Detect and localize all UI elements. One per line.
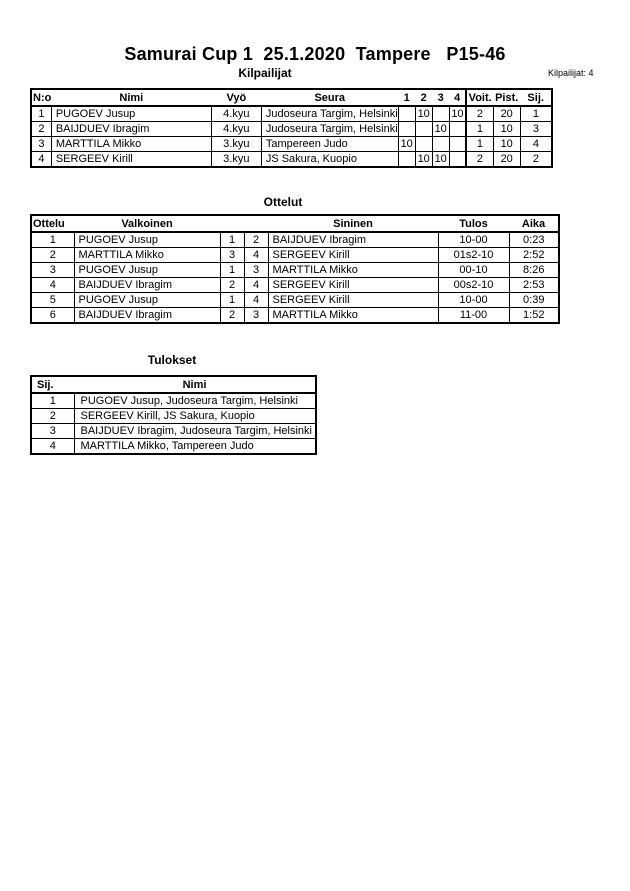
col-header-seura: Seura <box>261 89 398 106</box>
col-header-pist: Pist. <box>493 89 520 106</box>
col-header-round-2: 2 <box>415 89 432 106</box>
table-cell: 10 <box>415 152 432 168</box>
table-cell: 0:39 <box>509 293 559 308</box>
table-cell: Judoseura Targim, Helsinki <box>261 122 398 137</box>
table-cell: SERGEEV Kirill <box>268 278 438 293</box>
table-row <box>31 293 559 308</box>
table-cell: 01s2-10 <box>438 248 509 263</box>
col-header-round-3: 3 <box>432 89 449 106</box>
table-cell: MARTTILA Mikko, Tampereen Judo <box>74 439 316 455</box>
section-title-tulokset: Tulokset <box>147 353 197 367</box>
table-cell <box>398 122 415 137</box>
table-cell: 1 <box>31 106 51 122</box>
table-row <box>31 106 552 122</box>
table-cell: SERGEEV Kirill, JS Sakura, Kuopio <box>74 409 316 424</box>
tulokset-table <box>30 375 317 455</box>
table-cell: BAIJDUEV Ibragim <box>74 308 220 324</box>
table-row <box>31 393 316 409</box>
table-cell: 10 <box>449 106 466 122</box>
table-cell: 3 <box>520 122 552 137</box>
table-cell: 10 <box>493 122 520 137</box>
table-cell: 4 <box>31 278 74 293</box>
table-cell: 8:26 <box>509 263 559 278</box>
table-cell: 4 <box>244 278 268 293</box>
table-cell: 4.kyu <box>211 106 261 122</box>
table-row <box>31 122 552 137</box>
table-cell: Judoseura Targim, Helsinki <box>261 106 398 122</box>
table-cell: 3 <box>31 137 51 152</box>
col-header-no: N:o <box>31 89 51 106</box>
table-cell: 5 <box>31 293 74 308</box>
kilpailijat-table <box>30 88 553 168</box>
table-cell: 1 <box>466 122 493 137</box>
table-row <box>31 232 559 248</box>
ottelut-table-body <box>31 232 559 323</box>
table-cell: BAIJDUEV Ibragim, Judoseura Targim, Helsinki <box>74 424 316 439</box>
col-header-round-4: 4 <box>449 89 466 106</box>
page-title: Samurai Cup 1 25.1.2020 Tampere P15-46 <box>124 44 506 64</box>
table-cell: 10-00 <box>438 293 509 308</box>
col-header-nimi: Nimi <box>51 89 211 106</box>
table-cell: Tampereen Judo <box>261 137 398 152</box>
table-cell: PUGOEV Jusup, Judoseura Targim, Helsinki <box>74 393 316 409</box>
table-cell <box>449 137 466 152</box>
col-header-sininen: Sininen <box>268 215 438 232</box>
table-cell: 4.kyu <box>211 122 261 137</box>
table-header-row <box>31 215 559 232</box>
col-header-ottelu: Ottelu <box>31 215 74 232</box>
table-cell: 4 <box>31 152 51 168</box>
col-header-sij: Sij. <box>31 376 74 393</box>
table-cell: PUGOEV Jusup <box>74 263 220 278</box>
table-cell: SERGEEV Kirill <box>268 293 438 308</box>
table-row <box>31 248 559 263</box>
table-cell: SERGEEV Kirill <box>268 248 438 263</box>
col-header-voit: Voit. <box>466 89 493 106</box>
table-cell: MARTTILA Mikko <box>268 263 438 278</box>
table-cell: 3 <box>244 308 268 324</box>
col-header-blue-no <box>244 215 268 232</box>
table-cell: PUGOEV Jusup <box>74 232 220 248</box>
table-cell: 2:53 <box>509 278 559 293</box>
col-header-round-1: 1 <box>398 89 415 106</box>
table-row <box>31 439 316 455</box>
section-title-ottelut: Ottelut <box>263 195 303 209</box>
tulokset-table-body <box>31 393 316 454</box>
col-header-sij: Sij. <box>520 89 552 106</box>
table-cell: 2 <box>466 152 493 168</box>
table-cell <box>415 137 432 152</box>
table-row <box>31 152 552 168</box>
col-header-nimi: Nimi <box>74 376 316 393</box>
table-cell: 20 <box>493 152 520 168</box>
table-cell: 1 <box>220 293 244 308</box>
table-cell: MARTTILA Mikko <box>268 308 438 324</box>
col-header-valkoinen: Valkoinen <box>74 215 220 232</box>
kilpailijat-table-header <box>31 89 552 106</box>
table-cell: BAIJDUEV Ibragim <box>51 122 211 137</box>
table-cell: 3.kyu <box>211 152 261 168</box>
table-cell: 10 <box>432 152 449 168</box>
table-cell: 4 <box>31 439 74 455</box>
table-cell: 3.kyu <box>211 137 261 152</box>
table-cell: 6 <box>31 308 74 324</box>
col-header-aika: Aika <box>509 215 559 232</box>
table-cell <box>415 122 432 137</box>
col-header-tulos: Tulos <box>438 215 509 232</box>
table-row <box>31 424 316 439</box>
table-header-row <box>31 89 552 106</box>
table-cell: 2 <box>220 278 244 293</box>
table-row <box>31 409 316 424</box>
table-header-row <box>31 376 316 393</box>
table-cell: 2 <box>220 308 244 324</box>
table-cell <box>449 152 466 168</box>
table-cell: 2 <box>31 248 74 263</box>
table-cell: 3 <box>220 248 244 263</box>
table-cell <box>449 122 466 137</box>
table-cell: PUGOEV Jusup <box>74 293 220 308</box>
col-header-white-no <box>220 215 244 232</box>
table-cell <box>432 137 449 152</box>
table-row <box>31 137 552 152</box>
table-cell: 1 <box>220 263 244 278</box>
table-cell: 2 <box>31 122 51 137</box>
tulokset-table-header <box>31 376 316 393</box>
table-cell: 1 <box>31 232 74 248</box>
table-cell: BAIJDUEV Ibragim <box>74 278 220 293</box>
table-cell: 2:52 <box>509 248 559 263</box>
table-cell: BAIJDUEV Ibragim <box>268 232 438 248</box>
table-cell <box>398 106 415 122</box>
table-cell: 00-10 <box>438 263 509 278</box>
table-cell: 10 <box>398 137 415 152</box>
table-cell: 11-00 <box>438 308 509 324</box>
ottelut-table-header <box>31 215 559 232</box>
table-cell: 2 <box>520 152 552 168</box>
table-cell <box>432 106 449 122</box>
table-cell: 10 <box>415 106 432 122</box>
table-cell <box>398 152 415 168</box>
table-cell: 1 <box>466 137 493 152</box>
table-cell: 3 <box>31 424 74 439</box>
table-cell: JS Sakura, Kuopio <box>261 152 398 168</box>
table-cell: 2 <box>31 409 74 424</box>
kilpailijat-table-body <box>31 106 552 167</box>
table-cell: 10 <box>493 137 520 152</box>
table-cell: 1 <box>31 393 74 409</box>
table-cell: 3 <box>244 263 268 278</box>
table-cell: MARTTILA Mikko <box>74 248 220 263</box>
table-cell: 2 <box>244 232 268 248</box>
table-cell: PUGOEV Jusup <box>51 106 211 122</box>
table-cell: 10 <box>432 122 449 137</box>
table-cell: SERGEEV Kirill <box>51 152 211 168</box>
table-cell: 1 <box>520 106 552 122</box>
table-cell: 4 <box>520 137 552 152</box>
table-cell: MARTTILA Mikko <box>51 137 211 152</box>
competitors-count-label: Kilpailijat: 4 <box>548 68 594 78</box>
table-cell: 1 <box>220 232 244 248</box>
col-header-vyo: Vyö <box>211 89 261 106</box>
table-cell: 0:23 <box>509 232 559 248</box>
table-cell: 00s2-10 <box>438 278 509 293</box>
table-cell: 20 <box>493 106 520 122</box>
table-cell: 4 <box>244 248 268 263</box>
table-cell: 1:52 <box>509 308 559 324</box>
table-row <box>31 278 559 293</box>
ottelut-table <box>30 214 560 324</box>
table-cell: 4 <box>244 293 268 308</box>
table-row <box>31 308 559 324</box>
table-cell: 10-00 <box>438 232 509 248</box>
table-cell: 2 <box>466 106 493 122</box>
table-row <box>31 263 559 278</box>
table-cell: 3 <box>31 263 74 278</box>
section-title-kilpailijat: Kilpailijat <box>238 66 292 80</box>
